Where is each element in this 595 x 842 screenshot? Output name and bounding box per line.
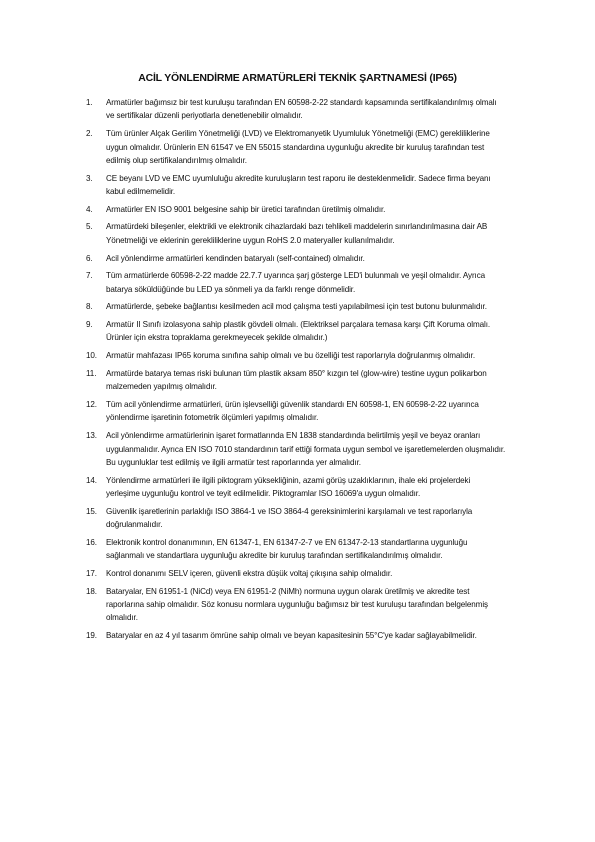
item-number: 4.: [86, 204, 93, 214]
item-number: 18.: [86, 586, 97, 596]
list-item: [86, 474, 506, 501]
item-number: 5.: [86, 222, 93, 232]
list-item: [86, 505, 506, 532]
item-number: 6.: [86, 253, 93, 263]
list-item: [86, 536, 506, 563]
item-text: Acil yönlendirme armatürlerinin işaret formatlarında EN 1838 standardında belirtilmiş yeşil ve beyaz oranları uygulanmalıdır. Ayrıca EN ISO 7010 standardının tarif ettiği formata uygun sembol ve işaretlemelerden oluşmalıdır. Bu uygunluklar test edilmiş ve ilgili armatür test raporlarında yer almalıdır.: [106, 431, 506, 467]
item-number: 10.: [86, 351, 97, 361]
item-text: Armatürlerde, şebeke bağlantısı kesilmeden acil mod çalışma testi yapılabilmesi için test butonu bulunmalıdır.: [106, 302, 487, 312]
item-number: 19.: [86, 631, 97, 641]
item-number: 8.: [86, 302, 93, 312]
list-item: [86, 220, 506, 247]
list-item: [86, 567, 506, 580]
list-item: [86, 318, 506, 345]
item-text: Bataryalar en az 4 yıl tasarım ömrüne sahip olmalı ve beyan kapasitesinin 55°C'ye kadar sağlayabilmelidir.: [106, 631, 477, 641]
item-text: Armatürler bağımsız bir test kuruluşu tarafından EN 60598-2-22 standardı kapsamında sertifikalandırılmış olmalı ve sertifikalar düzenli periyotlarla denetlenebilir olmalıdır.: [106, 98, 497, 121]
item-number: 1.: [86, 98, 93, 107]
item-number: 14.: [86, 475, 97, 485]
list-item: [86, 172, 506, 199]
item-text: Armatürdeki bileşenler, elektrikli ve elektronik cihazlardaki bazı tehlikeli maddelerin sınırlandırılmasına dair AB Yönetmeliği ve eklerinin gerekliliklerine uygun RoHS 2.0 materyaller kullanılmalıdır.: [106, 222, 488, 245]
list-item: [86, 127, 506, 167]
item-text: Güvenlik işaretlerinin parlaklığı ISO 3864-1 ve ISO 3864-4 gereksinimlerini karşılamalı ve test raporlarıyla doğrulanmalıdır.: [106, 506, 473, 530]
list-item: [86, 252, 506, 265]
document-title: ACİL YÖNLENDİRME ARMATÜRLERİ TEKNİK ŞARTNAMESİ (IP65): [138, 72, 457, 84]
item-text: Armatürler EN ISO 9001 belgesine sahip bir üretici tarafından üretilmiş olmalıdır.: [106, 204, 386, 214]
item-number: 16.: [86, 537, 97, 547]
item-text: Kontrol donanımı SELV içeren, güvenli ekstra düşük voltaj çıkışına sahip olmalıdır.: [106, 568, 393, 578]
item-number: 13.: [86, 431, 97, 441]
item-text: Armatür mahfazası IP65 koruma sınıfına sahip olmalı ve bu özelliği test raporlarıyla doğrulanmış olmalıdır.: [106, 351, 475, 361]
item-number: 17.: [86, 568, 97, 578]
list-item: [86, 349, 506, 362]
list-item: [86, 585, 506, 625]
item-number: 7.: [86, 271, 93, 281]
item-number: 2.: [86, 129, 93, 139]
item-text: Bataryalar, EN 61951-1 (NiCd) veya EN 61951-2 (NiMh) normuna uygun olarak üretilmiş ve akredite test raporlarına sahip olmalıdır. Söz konusu normlara uygunluğu bağımsız bir test kuruluşu tarafından belgelenmiş olmalıdır.: [106, 586, 488, 623]
item-text: Tüm acil yönlendirme armatürleri, ürün işlevselliği güvenlik standardı EN 60598-1, EN 60598-2-22 uyarınca yönlendirme işaretinin fotometrik ölçümleri yapılmış olmalıdır.: [106, 399, 479, 423]
item-text: Armatür II Sınıfı izolasyona sahip plastik gövdeli olmalı. (Elektriksel parçalara temasa karşı Çift Koruma olmalı. Ürünler için ekstra topraklama gerekmeyecek şekilde olmalıdır.): [106, 320, 490, 343]
item-text: Elektronik kontrol donanımının, EN 61347-1, EN 61347-2-7 ve EN 61347-2-13 standartlarına uygunluğu sağlanmalı ve standartlara uygunluğu akredite bir kuruluş tarafından sertifikalandırılmış olmalıdır.: [106, 537, 468, 561]
item-text: Yönlendirme armatürleri ile ilgili piktogram yüksekliğinin, azami görüş uzaklıklarının, ihale eki projelerdeki yerleşime uygunluğu kontrol ve teyit edilmelidir. Piktogramlar ISO 16069'a uygun olmalıdır.: [106, 475, 471, 499]
list-item: [86, 203, 506, 216]
item-number: 11.: [86, 368, 97, 378]
item-text: Tüm armatürlerde 60598-2-22 madde 22.7.7 uyarınca şarj gösterge LED'i bulunmalı ve yeşil olmalıdır. Ayrıca batarya söküldüğünde bu LED ya sönmeli ya da farklı renge dönmelidir.: [106, 271, 486, 294]
list-item: [86, 629, 506, 642]
item-number: 3.: [86, 173, 93, 183]
item-number: 12.: [86, 399, 97, 409]
item-text: CE beyanı LVD ve EMC uyumluluğu akredite kuruluşların test raporu ile desteklenmelidir. Sadece firma beyanı kabul edilmemelidir.: [106, 173, 491, 197]
item-text: Armatürde batarya temas riski bulunan tüm plastik aksam 850° kızgın tel (glow-wire) testine uygun polikarbon malzemeden yapılmış olmalıdır.: [106, 368, 487, 392]
list-item: [86, 429, 506, 469]
item-text: Tüm ürünler Alçak Gerilim Yönetmeliği (LVD) ve Elektromanyetik Uyumluluk Yönetmeliği (EMC) gerekliliklerine uygun olmalıdır. Ürünlerin EN 61547 ve EN 55015 standardına uygunluğu akredite bir kuruluş tarafından test edilmiş olup sertifikalandırılmış olmalıdır.: [106, 129, 490, 165]
list-item: [86, 269, 506, 296]
list-item: [86, 398, 506, 425]
item-number: 9.: [86, 320, 93, 330]
list-item: [86, 300, 506, 313]
item-text: Acil yönlendirme armatürleri kendinden bataryalı (self-contained) olmalıdır.: [106, 253, 365, 263]
item-number: 15.: [86, 506, 97, 516]
list-item: [86, 96, 506, 123]
specification-list: [86, 96, 506, 647]
list-item: [86, 367, 506, 394]
